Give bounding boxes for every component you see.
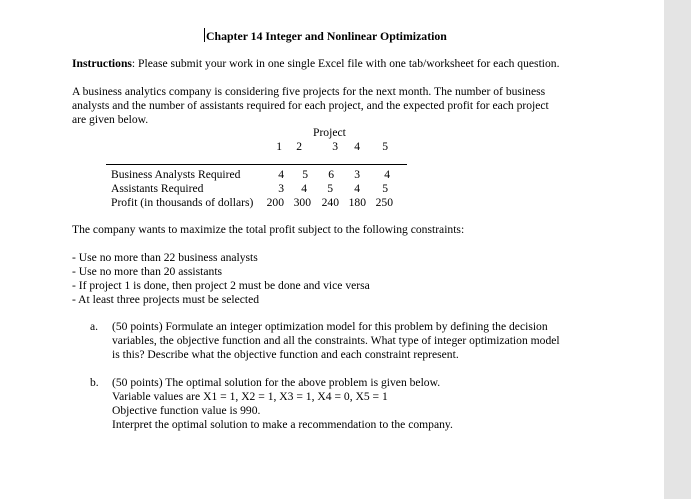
table-project-header: Project — [313, 126, 346, 139]
table-cell: 3 — [278, 182, 284, 195]
constraint-item: - Use no more than 22 business analysts — [72, 251, 258, 264]
instructions-label: Instructions — [72, 57, 132, 70]
table-cell: 6 — [328, 168, 334, 181]
constraint-item: - If project 1 is done, then project 2 must be done and vice versa — [72, 279, 370, 292]
question-b-line: (50 points) The optimal solution for the above problem is given below. — [112, 376, 441, 389]
table-row-label: Profit (in thousands of dollars) — [111, 196, 254, 209]
table-cell: 200 — [266, 196, 284, 209]
project-number: 5 — [382, 140, 388, 153]
instructions — [72, 57, 560, 71]
question-b-line: Variable values are X1 = 1, X2 = 1, X3 = 1, X4 = 0, X5 = 1 — [112, 390, 388, 403]
project-number: 2 — [296, 140, 302, 153]
table-cell: 5 — [327, 182, 333, 195]
question-a-line: (50 points) Formulate an integer optimization model for this problem by defining the decision — [112, 320, 548, 333]
table-cell: 3 — [354, 168, 360, 181]
table-cell: 4 — [301, 182, 307, 195]
text-cursor — [204, 28, 205, 42]
table-cell: 4 — [278, 168, 284, 181]
constraint-item: - Use no more than 20 assistants — [72, 265, 223, 278]
table-cell: 4 — [384, 168, 390, 181]
constraint-item: - At least three projects must be selected — [72, 293, 260, 306]
question-b-line: Interpret the optimal solution to make a recommendation to the company. — [112, 418, 453, 431]
table-cell: 250 — [375, 196, 393, 209]
table-rule — [106, 164, 407, 165]
window-gutter — [664, 0, 691, 499]
project-number: 4 — [354, 140, 360, 153]
table-row-label: Assistants Required — [111, 182, 204, 195]
intro-line-3: are given below. — [72, 113, 149, 126]
table-cell: 240 — [321, 196, 339, 209]
constraints-intro: The company wants to maximize the total profit subject to the following constraints: — [72, 223, 465, 236]
question-a-line: variables, the objective function and all the constraints. What type of integer optimization model — [112, 334, 560, 347]
table-cell: 4 — [354, 182, 360, 195]
intro-line-1: A business analytics company is considering five projects for the next month. The number of business — [72, 85, 546, 98]
instructions-text: : Please submit your work in one single Excel file with one tab/worksheet for each question. — [131, 57, 560, 70]
table-cell: 300 — [293, 196, 311, 209]
project-number: 3 — [332, 140, 338, 153]
question-a-line: is this? Describe what the objective function and each constraint represent. — [112, 348, 459, 361]
question-marker: b. — [90, 376, 99, 389]
document-title: Chapter 14 Integer and Nonlinear Optimization — [206, 29, 447, 43]
table-cell: 180 — [348, 196, 366, 209]
project-number: 1 — [276, 140, 282, 153]
table-cell: 5 — [382, 182, 388, 195]
table-row-label: Business Analysts Required — [111, 168, 241, 181]
table-cell: 5 — [302, 168, 308, 181]
intro-line-2: analysts and the number of assistants required for each project, and the expected profit for each project — [72, 99, 549, 112]
question-b-line: Objective function value is 990. — [112, 404, 261, 417]
question-marker: a. — [90, 320, 99, 333]
